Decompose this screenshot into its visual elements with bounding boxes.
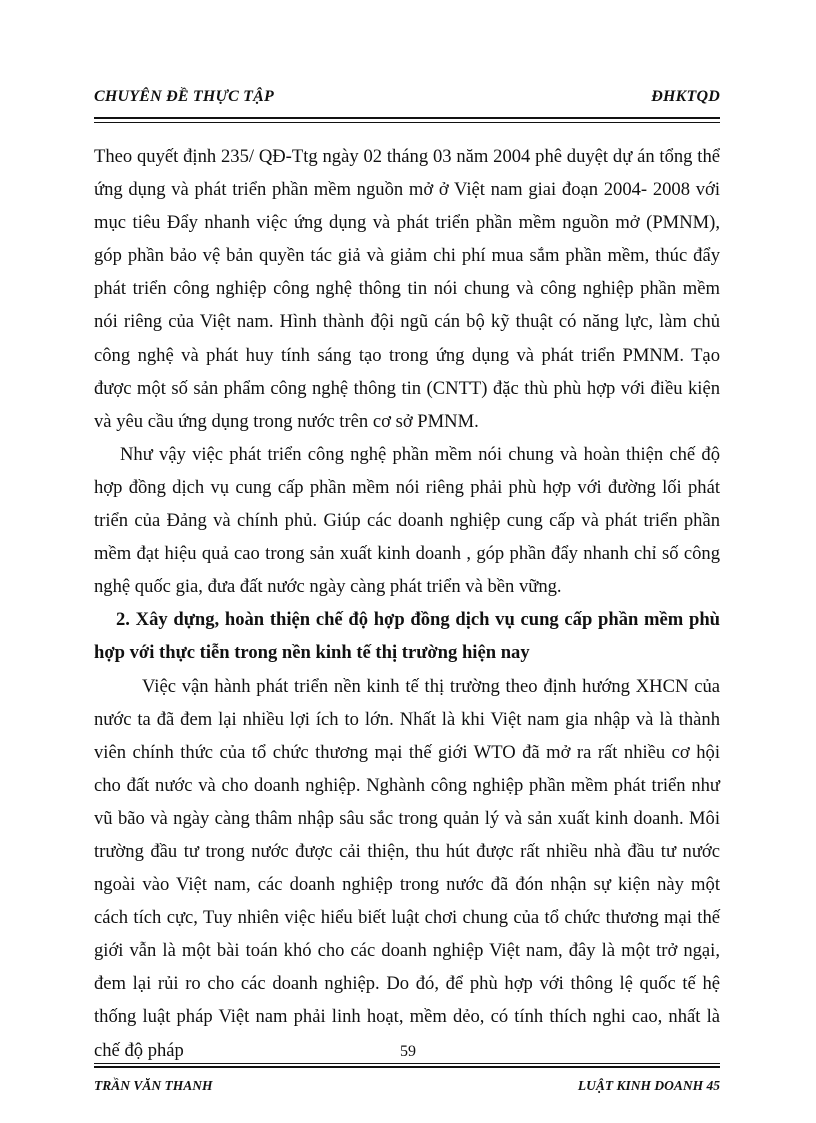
- header-title: CHUYÊN ĐỀ THỰC TẬP: [94, 88, 275, 105]
- footer-rule-thick: [94, 1066, 720, 1068]
- footer-rule-thin: [94, 1063, 720, 1064]
- header-rule-thick: [94, 117, 720, 119]
- page-header: [94, 82, 720, 112]
- footer-author: TRẦN VĂN THANH: [94, 1078, 213, 1093]
- paragraph-2: Như vậy việc phát triển công nghệ phần mềm nói chung và hoàn thiện chế độ hợp đồng dịch vụ cung cấp phần mềm nói riêng phải phù hợp với đường lối phát triển của Đảng và chính phủ. Giúp các doanh nghiệp cung cấp và phát triển phần mềm đạt hiệu quả cao trong sản xuất kinh doanh , góp phần đẩy nhanh chỉ số công nghệ quốc gia, đưa đất nước ngày càng phát triển và bền vững.: [94, 443, 720, 598]
- paragraph-1: Theo quyết định 235/ QĐ-Ttg ngày 02 tháng 03 năm 2004 phê duyệt dự án tổng thể ứng dụng và phát triển phần mềm nguồn mở ở Việt nam giai đoạn 2004- 2008 với mục tiêu Đẩy nhanh việc ứng dụng và phát triển phần mềm nguồn mở (PMNM), góp phần bảo vệ bản quyền tác giả và giảm chi phí mua sắm phần mềm, thúc đẩy phát triển công nghiệp công nghệ thông tin nói chung và công nghiệp phần mềm nói riêng của Việt nam. Hình thành đội ngũ cán bộ kỹ thuật có năng lực, làm chủ công nghệ và phát huy tính sáng tạo trong ứng dụng và phát triển PMNM. Tạo được một số sản phẩm công nghệ thông tin (CNTT) đặc thù phù hợp với điều kiện và yêu cầu ứng dụng trong nước trên cơ sở PMNM.: [94, 146, 720, 432]
- header-rule-thin: [94, 122, 720, 123]
- header-institution: ĐHKTQD: [651, 88, 720, 105]
- paragraph-3: Việc vận hành phát triển nền kinh tế thị trường theo định hướng XHCN của nước ta đã đem lại nhiều lợi ích to lớn. Nhất là khi Việt nam gia nhập và là thành viên chính thức của tổ chức thương mại thế giới WTO đã mở ra rất nhiều cơ hội cho đất nước và cho doanh nghiệp. Nghành công nghiệp phần mềm phát triển như vũ bão và ngày càng thâm nhập sâu sắc trong quản lý và sản xuất kinh doanh. Môi trường đầu tư trong nước được cải thiện, thu hút được rất nhiều nhà đầu tư nước ngoài vào Việt nam, các doanh nghiệp trong nước đã đón nhận sự kiện này một cách tích cực, Tuy nhiên việc hiểu biết luật chơi chung của tổ chức thương mại thế giới vẫn là một bài toán khó cho các doanh nghiệp Việt nam, đây là một trở ngại, đem lại rủi ro cho các doanh nghiệp. Do đó, để phù hợp với thông lệ quốc tế hệ thống luật pháp Việt nam phải linh hoạt, mềm dẻo, có tính thích nghi cao, nhất là chế độ pháp: [94, 675, 720, 1061]
- footer-class: LUẬT KINH DOANH 45: [577, 1078, 720, 1093]
- page-number: 59: [400, 1043, 416, 1060]
- section-heading: 2. Xây dựng, hoàn thiện chế độ hợp đồng dịch vụ cung cấp phần mềm phù hợp với thực tiễn trong nền kinh tế thị trường hiện nay: [94, 609, 720, 664]
- page-body: [94, 140, 720, 1067]
